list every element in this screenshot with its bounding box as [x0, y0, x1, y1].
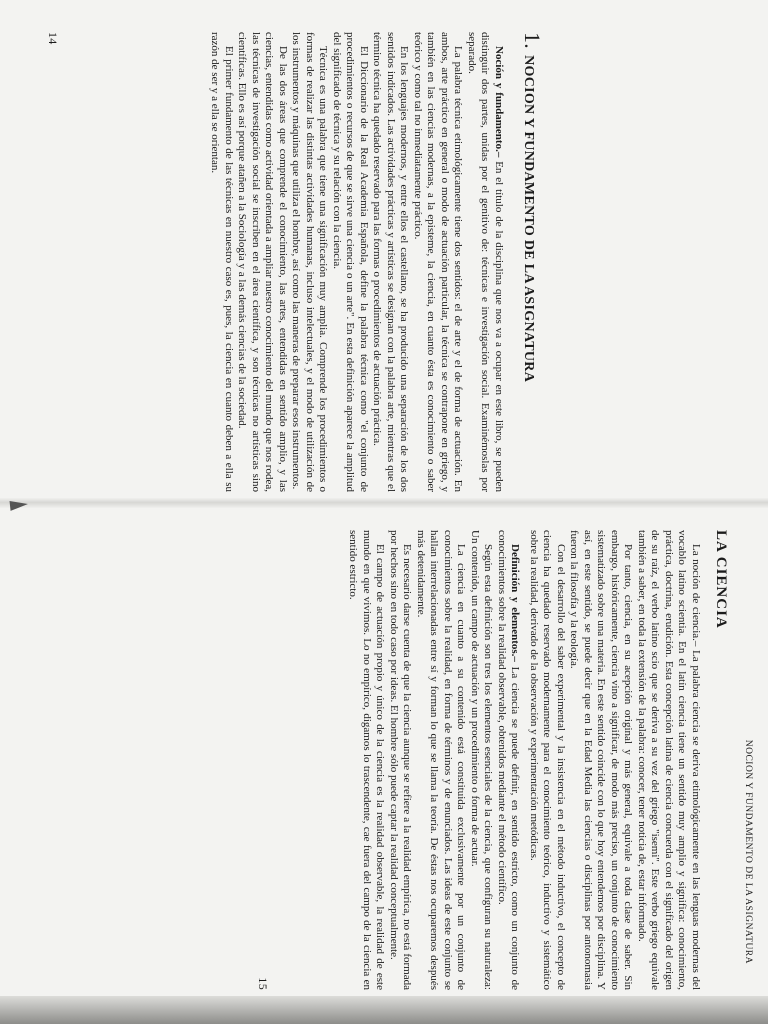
- paragraph: [495, 530, 522, 990]
- section-title: LA CIENCIA: [713, 530, 729, 629]
- paragraph-text: El primer fundamento de las técnicas en nuestro caso es, pues, la ciencia en cuanto deben a ella su razón de ser y a ella se orientan.: [209, 32, 235, 492]
- paragraph-text: El Diccionario de la Real Academia Española, define la palabra técnica como "el conjunto de procedimientos o recursos de que se sirve una ciencia o un arte". En esta definición aparece la amplitud del significado de técnica y su relación con la ciencia.: [331, 32, 370, 492]
- running-head: NOCION Y FUNDAMENTO DE LA ASIGNATURA: [743, 739, 753, 964]
- paragraph: [387, 530, 414, 990]
- paragraph-text: En el título de la disciplina que nos va a ocupar en este libro, se pueden distinguir dos partes, unidas por el genitivo de: técnicas e investigación social. Examinémoslas por separado.: [466, 32, 505, 493]
- paragraph: [370, 32, 411, 492]
- right-page-body: [346, 530, 702, 990]
- page-number: 14: [46, 32, 60, 45]
- paragraph-text: Con el desarrollo del saber experimental y la insistencia en el método inductivo, el concepto de ciencia ha quedado reservado modernamente para el conocimiento teórico, inductivo y sistemático sobre la realidad, derivado de la observación y experimentación metódicas.: [528, 530, 567, 990]
- paragraph-text: El campo de actuación propio y único de la ciencia es la realidad observable, la realidad de este mundo en que vivimos. Lo no empírico, digamos lo trascendente, cae fuera del campo de la ciencia en sentido estricto.: [347, 530, 387, 990]
- paragraph-lead: Noción y fundamento.–: [493, 46, 505, 158]
- paragraph: [330, 32, 371, 492]
- paragraph: [468, 530, 495, 990]
- paragraph-text: Es necesario darse cuenta de que la ciencia aunque se refiere a la realidad empírica, no está formada por hechos sino en todo caso por ideas. El hombre sólo puede captar la realidad conceptualmente.: [388, 530, 414, 990]
- paragraph: [414, 530, 468, 990]
- book-page-14: [45, 32, 545, 492]
- paragraph: [235, 32, 289, 492]
- scan-edge-shadow: [0, 996, 768, 1024]
- paragraph: [411, 32, 465, 492]
- chapter-title-text: NOCION Y FUNDAMENTO DE LA ASIGNATURA: [521, 55, 536, 383]
- paragraph: [635, 530, 703, 990]
- paragraph: [527, 530, 568, 990]
- paragraph-lead: Definición y elementos.–: [509, 544, 522, 662]
- page-number: 15: [256, 977, 270, 990]
- paragraph: [208, 32, 235, 492]
- paragraph: [465, 32, 506, 492]
- paragraph: [567, 530, 635, 990]
- paragraph-text: Por tanto, ciencia, en su acepción original y más general, equivale a toda clase de saber. Sin embargo, históricamente, ciencia vino a significar, de modo más preciso, un conjunto de conocimiento sistematizado sobre una materia. En este sentido coincide con lo que hoy entendemos por disciplina. Y así, en este sentido, se puede decir que en la Edad Media las ciencias o disciplinas por antonomasia fueron la filosofía y la teología.: [568, 530, 635, 990]
- paragraph-text: Técnica es una palabra que tiene una significación muy amplia. Comprende los procedimientos o formas de realizar las distintas actividades humanas, incluso intelectuales, y el modo de utilización de los instrumentos y máquinas que utiliza el hombre, así como las maneras de preparar esos instrumentos.: [290, 32, 330, 492]
- left-page-body: [208, 32, 505, 492]
- paragraph: [346, 530, 387, 990]
- paragraph-text: La ciencia se puede definir, en sentido estricto, como un conjunto de conocimientos sobre la realidad observable, obtenidos mediante el método científico.: [496, 530, 522, 990]
- chapter-number: 1.: [520, 32, 545, 50]
- paragraph-text: Según esta definición son tres los elementos esenciales de la ciencia, que configuran su naturaleza: Un contenido, un campo de actuación y un procedimiento o forma de actuar.: [469, 530, 495, 990]
- page-fold: [0, 498, 768, 508]
- book-page-15: [255, 530, 755, 990]
- paragraph-text: La ciencia en cuanto a su contenido está constituida exclusivamente por un conjunto de conocimientos sobre la realidad, en forma de términos y de enunciados. Las ideas de este conjunto se hallan interrelacionadas entre sí y forman lo que se llama la teoría. De éstas nos ocuparemos después más detenidamente.: [415, 530, 468, 990]
- paragraph-text: De las dos áreas que comprende el conocimiento, las artes, entendidas en sentido amplio, y las ciencias, entendidas como actividad orientada a ampliar nuestro conocimiento del mundo que nos rodea, las técnicas de investigación social se inscriben en el área científica, y son técnicas no artísticas sino científicas. Ello es así porque atañen a la Sociología y a las demás ciencias de la sociedad.: [236, 32, 289, 492]
- paragraph: [289, 32, 330, 492]
- fold-mark-icon: [10, 499, 29, 511]
- paragraph-text: En los lenguajes modernos, y entre ellos el castellano, se ha producido una separación de los dos sentidos indicados. Las actividades prácticas y artísticas se designan con la palabra arte, mientras que el término técnica ha quedado reservado para las formas o procedimientos de actuación práctica.: [371, 32, 411, 492]
- paragraph-text: La palabra técnica etimológicamente tiene dos sentidos: el de arte y el de forma de actuación. En ambos, arte práctico en general o modo de actuación particular, la técnica se contrapone en griego, y también en las ciencias modernas, a la episteme, la ciencia, en cuanto ésta es conocimiento o saber teórico y como tal no inmediatamente práctico.: [412, 32, 465, 492]
- paragraph-text: La noción de ciencia.– La palabra ciencia se deriva etimológicamente en las lenguas modernas del vocablo latino scientia. En el latín ciencia tiene un sentido muy amplio y significa: conocimiento, práctica, doctrina, erudición. Esta concepción latina de ciencia concuerda con el significado del origen de su raíz, el verbo latino scio que se deriva a su vez del griego "isemi". Este verbo griego equivale también a saber, en toda la extensión de la palabra: conocer, tener noticia de, estar informado.: [636, 530, 702, 990]
- chapter-title: [519, 32, 545, 492]
